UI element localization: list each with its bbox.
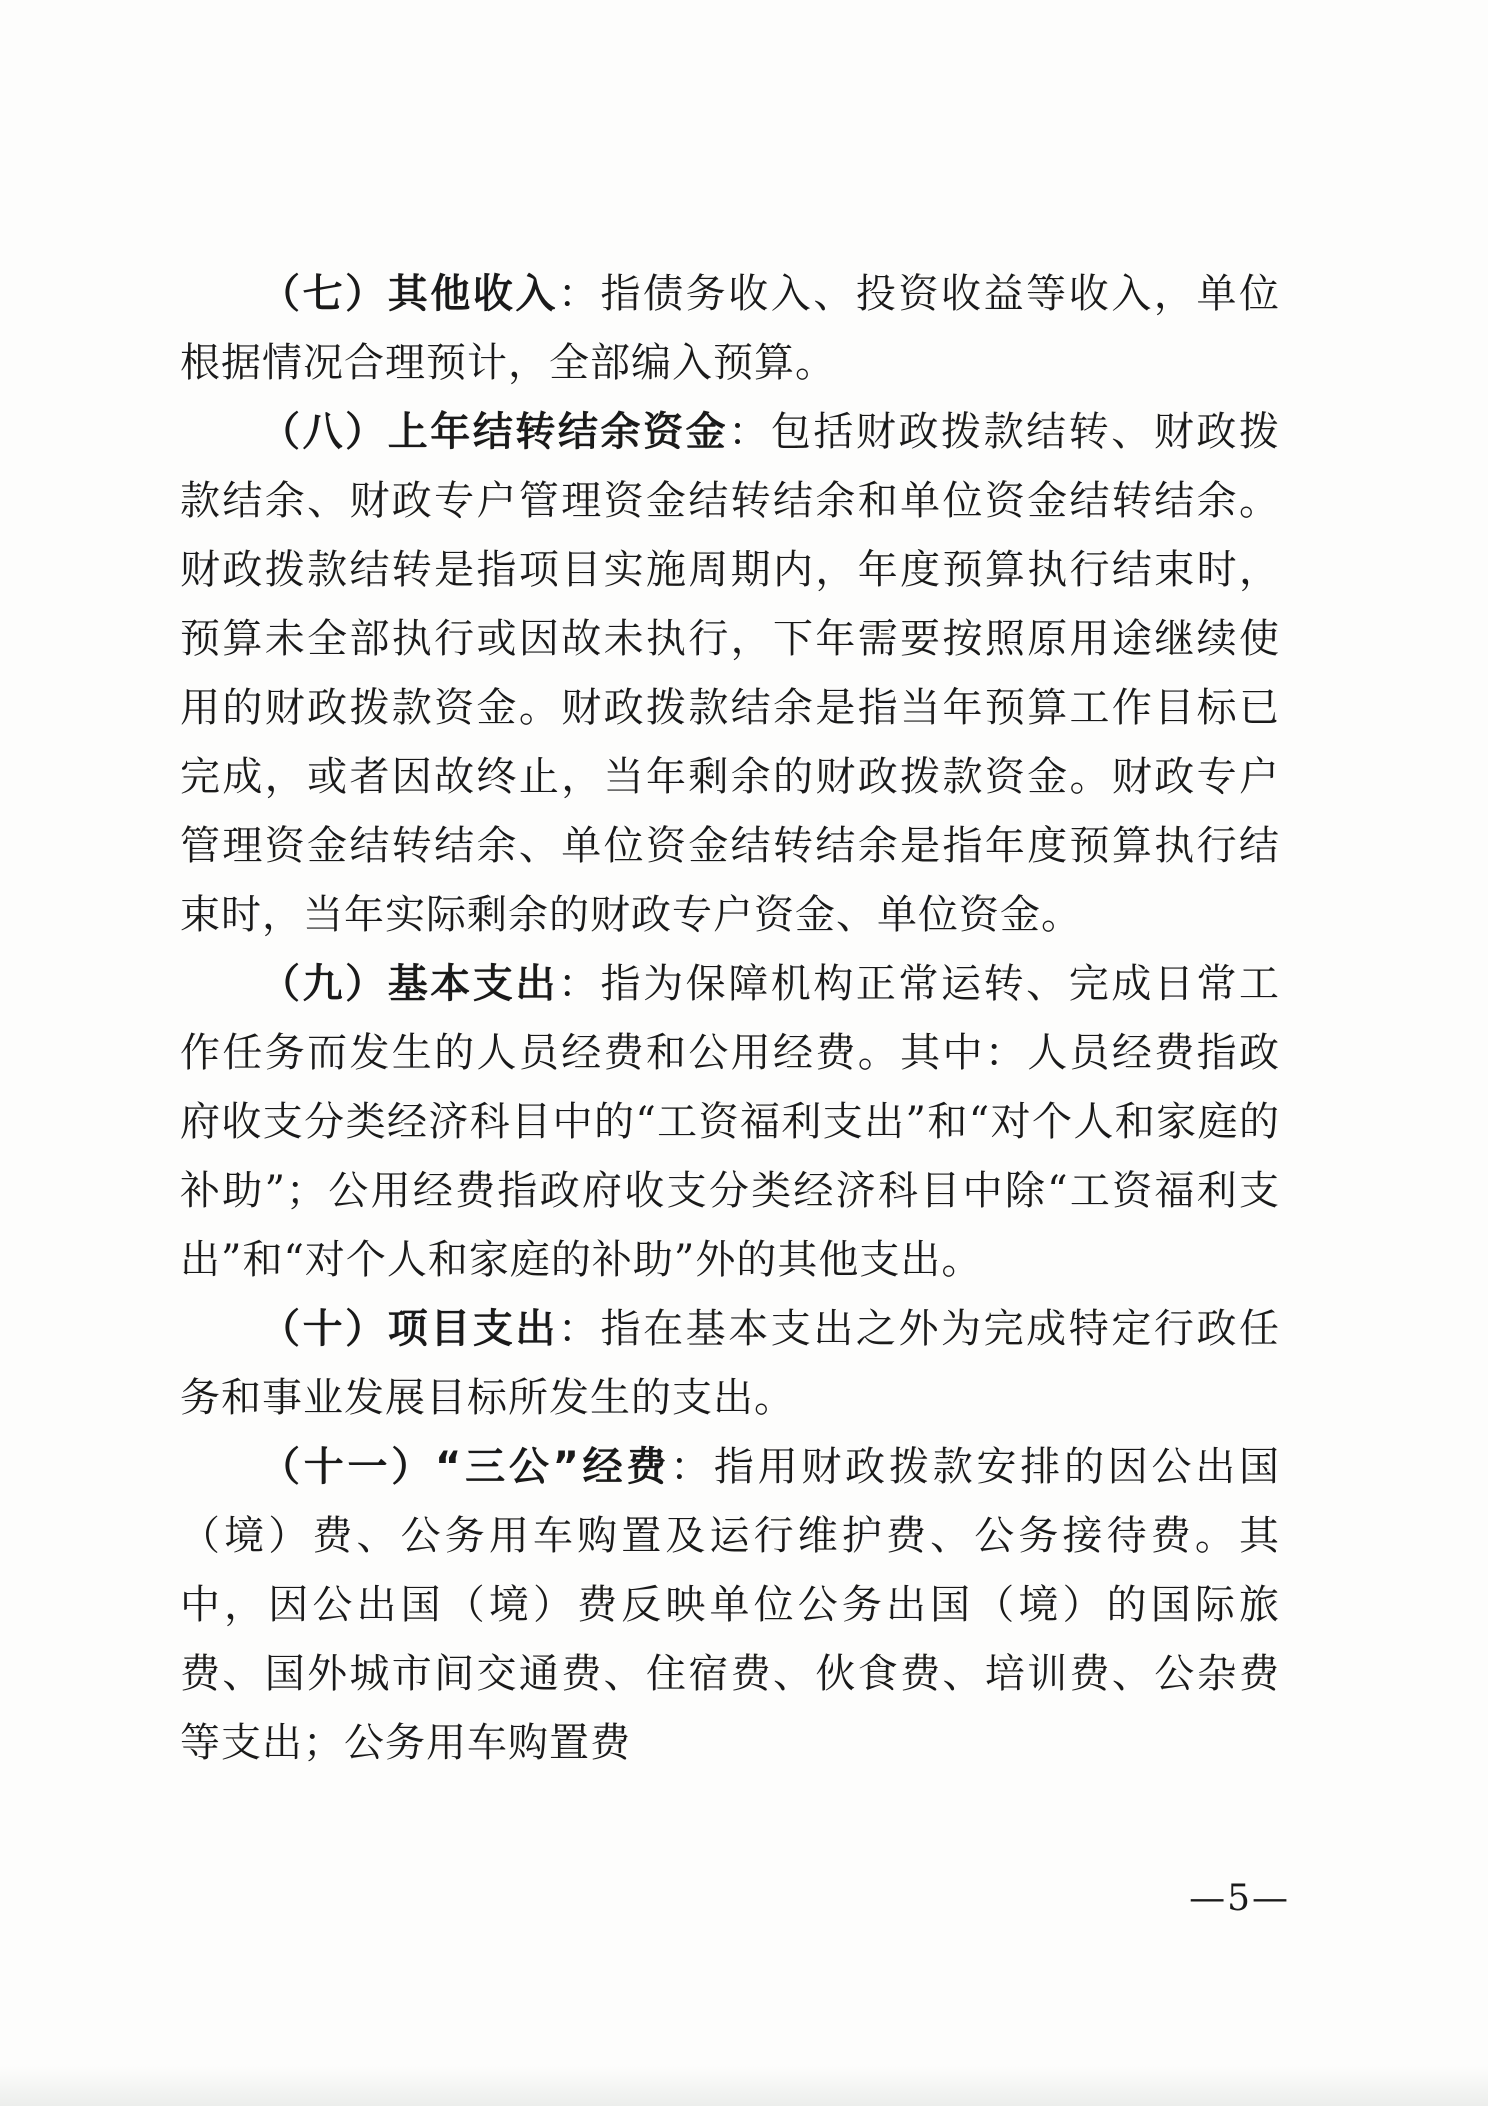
paragraph-text: ：指用财政拨款安排的因公出国（境）费、公务用车购置及运行维护费、公务接待费。其中，因公出国（境）费反映单位公务出国（境）的国际旅费、国外城市间交通费、住宿费、伙食费、培训费、公杂费等支出；公务用车购置费 (180, 1444, 1281, 1766)
term-heading: （十一）“三公”经费 (260, 1444, 671, 1490)
paragraph-other-income (180, 260, 1280, 398)
paragraph-text: ：指为保障机构正常运转、完成日常工作任务而发生的人员经费和公用经费。其中：人员经费指政府收支分类经济科目中的“工资福利支出”和“对个人和家庭的补助”；公用经费指政府收支分类经济科目中除“工资福利支出”和“对个人和家庭的补助”外的其他支出。 (180, 961, 1281, 1283)
paragraph-text: ：包括财政拨款结转、财政拨款结余、财政专户管理资金结转结余和单位资金结转结余。财政拨款结转是指项目实施周期内，年度预算执行结束时，预算未全部执行或因故未执行，下年需要按照原用途继续使用的财政拨款资金。财政拨款结余是指当年预算工作目标已完成，或者因故终止，当年剩余的财政拨款资金。财政专户管理资金结转结余、单位资金结转结余是指年度预算执行结束时，当年实际剩余的财政专户资金、单位资金。 (180, 409, 1281, 938)
term-heading: （十）项目支出 (260, 1306, 558, 1352)
term-heading: （九）基本支出 (260, 961, 558, 1007)
term-heading: （七）其他收入 (260, 271, 558, 317)
term-heading: （八）上年结转结余资金 (260, 409, 729, 455)
document-body (180, 260, 1280, 1778)
paragraph-three-public-expenses (180, 1433, 1280, 1778)
scan-edge-shadow (0, 2066, 1488, 2106)
paragraph-project-expenditure (180, 1295, 1280, 1433)
paragraph-text: ：指在基本支出之外为完成特定行政任务和事业发展目标所发生的支出。 (180, 1306, 1281, 1421)
paragraph-text: ：指债务收入、投资收益等收入，单位根据情况合理预计，全部编入预算。 (180, 271, 1281, 386)
paragraph-carryover-funds (180, 398, 1280, 950)
paragraph-basic-expenditure (180, 950, 1280, 1295)
page-number: —5— (1189, 1878, 1290, 1919)
